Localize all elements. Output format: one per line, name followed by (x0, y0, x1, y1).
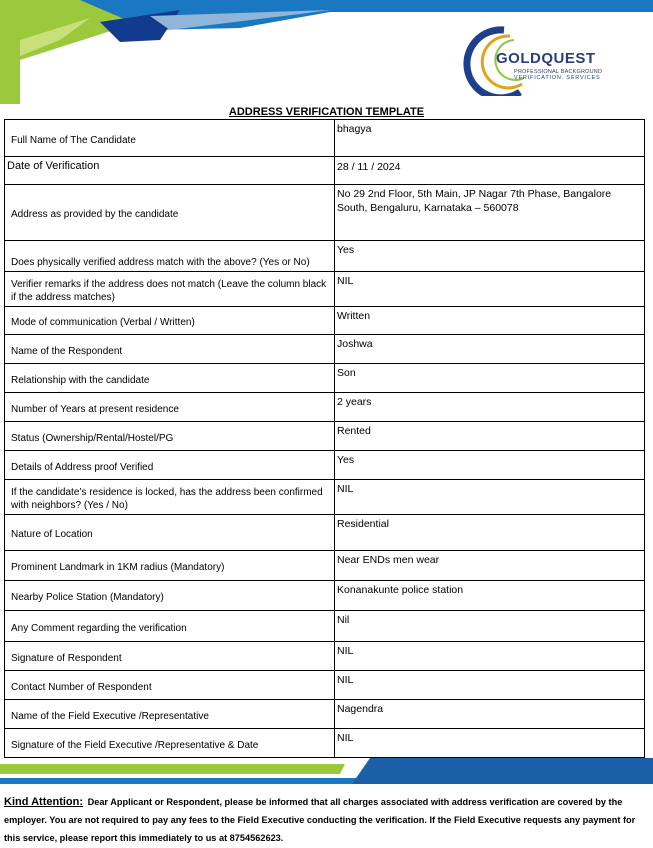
field-value: NIL (335, 729, 645, 758)
table-row (5, 335, 645, 364)
field-label: Nearby Police Station (Mandatory) (5, 581, 335, 611)
table-row (5, 729, 645, 758)
field-label: Mode of communication (Verbal / Written) (5, 307, 335, 335)
footer-green-bar (0, 764, 345, 774)
table-row (5, 157, 645, 185)
notice-lead: Kind Attention: (4, 796, 84, 808)
table-row (5, 700, 645, 729)
banner-white-cut (330, 12, 653, 14)
field-label: Nature of Location (5, 515, 335, 551)
field-label: Does physically verified address match with the above? (Yes or No) (5, 241, 335, 272)
field-label: Status (Ownership/Rental/Hostel/PG (5, 422, 335, 451)
table-row (5, 393, 645, 422)
table-row (5, 241, 645, 272)
table-row (5, 120, 645, 157)
notice-text: Dear Applicant or Respondent, please be informed that all charges associated with address verification are covered by the employer. You are not required to pay any fees to the Field Executive conducting the verification. If the Field Executive requests any payment for this service, please report this immediately to us at 8754562623. (4, 797, 636, 843)
field-label: Full Name of The Candidate (5, 120, 335, 157)
field-value: NIL (335, 480, 645, 515)
field-label: Any Comment regarding the verification (5, 611, 335, 642)
field-label: Verifier remarks if the address does not match (Leave the column black if the address matches) (5, 272, 335, 307)
field-value: Nil (335, 611, 645, 642)
field-value: 28 / 11 / 2024 (335, 157, 645, 185)
table-row (5, 307, 645, 335)
table-row (5, 364, 645, 393)
field-label: Prominent Landmark in 1KM radius (Mandatory) (5, 551, 335, 581)
field-value: NIL (335, 671, 645, 700)
table-row (5, 185, 645, 241)
table-row (5, 272, 645, 307)
field-value: Konanakunte police station (335, 581, 645, 611)
logo-tagline: PROFESSIONAL BACKGROUND (514, 69, 603, 75)
field-value: Written (335, 307, 645, 335)
table-row (5, 551, 645, 581)
field-label: Date of Verification (5, 157, 335, 185)
field-label: If the candidate’s residence is locked, has the address been confirmed with neighbors? (Yes / No) (5, 480, 335, 515)
field-value: Yes (335, 241, 645, 272)
table-row (5, 671, 645, 700)
field-value: Joshwa (335, 335, 645, 364)
field-label: Name of the Field Executive /Representative (5, 700, 335, 729)
field-value: NIL (335, 642, 645, 671)
field-label: Signature of Respondent (5, 642, 335, 671)
table-row (5, 515, 645, 551)
field-value: 2 years (335, 393, 645, 422)
field-value: Son (335, 364, 645, 393)
kind-attention-notice (4, 793, 649, 847)
verification-table (4, 119, 645, 758)
field-label: Details of Address proof Verified (5, 451, 335, 480)
table-row (5, 422, 645, 451)
field-label: Number of Years at present residence (5, 393, 335, 422)
field-value: Yes (335, 451, 645, 480)
footer-navy-block (352, 758, 653, 784)
table-row (5, 642, 645, 671)
field-label: Signature of the Field Executive /Representative & Date (5, 729, 335, 758)
field-label: Name of the Respondent (5, 335, 335, 364)
field-label: Contact Number of Respondent (5, 671, 335, 700)
footer-banner (0, 758, 653, 786)
field-value: NIL (335, 272, 645, 307)
table-row (5, 480, 645, 515)
field-value: bhagya (335, 120, 645, 157)
table-row (5, 611, 645, 642)
field-value: No 29 2nd Floor, 5th Main, JP Nagar 7th Phase, Bangalore South, Bengaluru, Karnataka – 560078 (335, 185, 645, 241)
field-value: Nagendra (335, 700, 645, 729)
field-value: Rented (335, 422, 645, 451)
logo-tagline: VERIFICATION. SERVICES (514, 75, 601, 81)
field-value: Near ENDs men wear (335, 551, 645, 581)
document-title: ADDRESS VERIFICATION TEMPLATE (228, 106, 425, 118)
field-value: Residential (335, 515, 645, 551)
field-label: Relationship with the candidate (5, 364, 335, 393)
field-label: Address as provided by the candidate (5, 185, 335, 241)
table-row (5, 581, 645, 611)
table-row (5, 451, 645, 480)
logo-name: GOLDQUEST (496, 50, 596, 67)
